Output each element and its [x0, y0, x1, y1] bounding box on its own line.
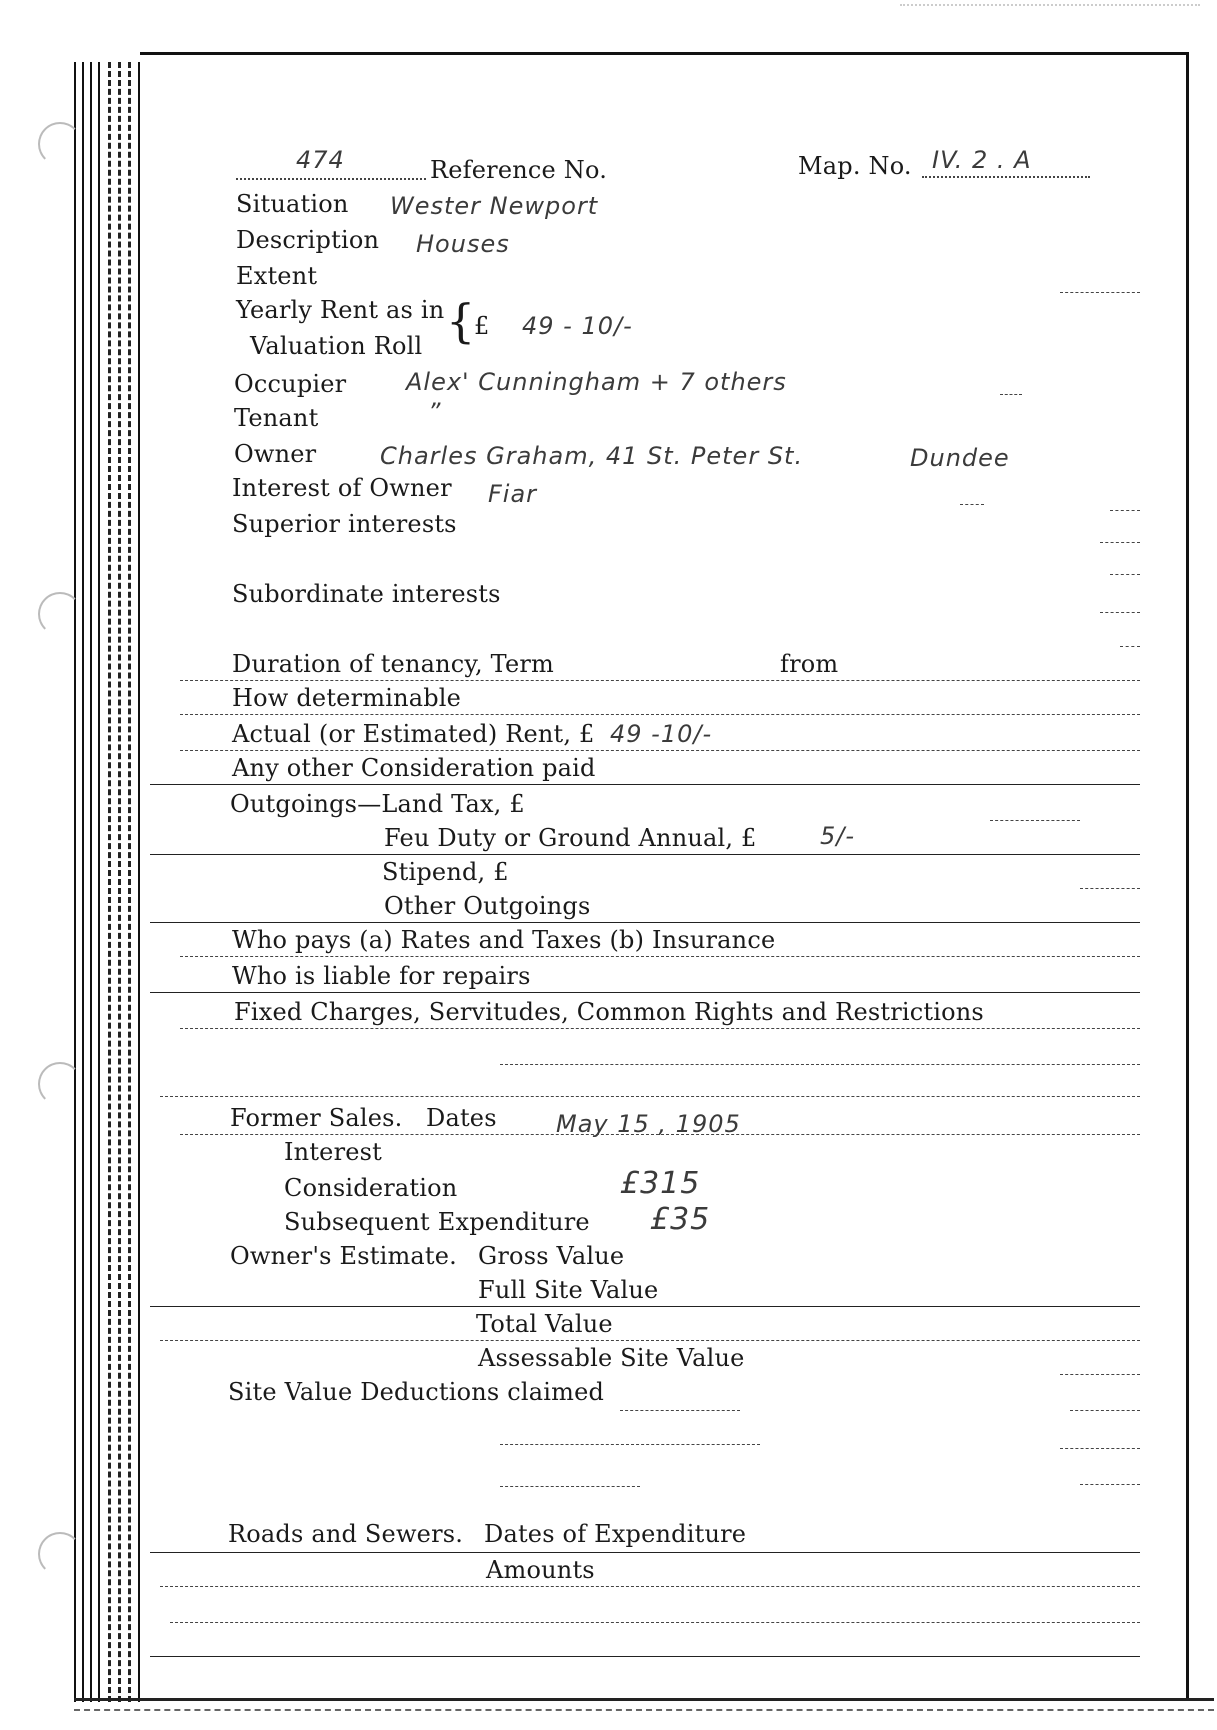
total-value-label: Total Value — [476, 1310, 613, 1338]
dash-mark — [620, 1410, 740, 1411]
who-pays-rule — [180, 956, 1140, 957]
dash-mark — [1070, 1410, 1140, 1411]
map-no-label: Map. No. — [798, 152, 912, 180]
occupier-value: Alex' Cunningham + 7 others — [406, 368, 787, 396]
superior-interests-label: Superior interests — [232, 510, 457, 538]
dash-mark — [170, 1622, 1140, 1623]
description-label: Description — [236, 226, 380, 254]
actual-rent-rule — [180, 750, 1140, 751]
tenant-value: ” — [428, 398, 442, 426]
dash-mark — [1060, 1374, 1140, 1375]
dash-mark — [160, 1096, 1140, 1097]
owner-label: Owner — [234, 440, 317, 468]
situation-value: Wester Newport — [390, 192, 599, 220]
brace-icon: { — [446, 294, 476, 348]
other-consideration-label: Any other Consideration paid — [232, 754, 596, 782]
map-no-rule — [922, 176, 1090, 178]
dash-mark — [500, 1444, 760, 1445]
reference-no-label: Reference No. — [430, 156, 608, 184]
dash-mark — [1110, 510, 1140, 511]
description-value: Houses — [416, 230, 510, 258]
dash-mark — [1080, 888, 1140, 889]
binding-edge — [74, 62, 146, 1702]
fixed-charges-rule — [180, 1028, 1140, 1029]
dash-mark — [1000, 394, 1022, 395]
dash-mark — [960, 504, 984, 505]
how-determinable-rule — [180, 714, 1140, 715]
reference-no-value: 474 — [296, 146, 345, 174]
owner-place-value: Dundee — [910, 444, 1010, 472]
former-sales-dates-label: Dates — [426, 1104, 497, 1132]
total-value-rule — [160, 1340, 1140, 1341]
tenant-label: Tenant — [234, 404, 319, 432]
dash-mark — [1120, 646, 1140, 647]
roads-amounts-label: Amounts — [486, 1556, 595, 1584]
other-outgoings-label: Other Outgoings — [384, 892, 591, 920]
land-tax-label: Outgoings—Land Tax, £ — [230, 790, 525, 818]
site-value-deductions-label: Site Value Deductions claimed — [228, 1378, 605, 1406]
gross-value-label: Gross Value — [478, 1242, 625, 1270]
reference-no-rule — [236, 178, 426, 180]
former-sales-interest-label: Interest — [284, 1138, 383, 1166]
former-sales-consideration-value: £315 — [620, 1166, 701, 1201]
how-determinable-label: How determinable — [232, 684, 462, 712]
duration-from-label: from — [780, 650, 839, 678]
occupier-label: Occupier — [234, 370, 347, 398]
dash-mark — [1060, 1448, 1140, 1449]
situation-label: Situation — [236, 190, 349, 218]
stipend-label: Stipend, £ — [382, 858, 509, 886]
roads-dates-label: Dates of Expenditure — [484, 1520, 747, 1548]
duration-label: Duration of tenancy, Term — [232, 650, 555, 678]
who-pays-label: Who pays (a) Rates and Taxes (b) Insurance — [232, 926, 776, 954]
assessable-site-value-label: Assessable Site Value — [478, 1344, 745, 1372]
bottom-rule — [150, 1656, 1140, 1657]
owners-estimate-label: Owner's Estimate. — [230, 1242, 457, 1270]
scan-speckle — [900, 4, 1200, 26]
duration-rule — [180, 680, 1140, 681]
punch-hole-icon — [38, 1062, 82, 1106]
dash-mark — [990, 820, 1080, 821]
who-liable-rule — [150, 992, 1140, 993]
other-consideration-rule — [150, 784, 1140, 785]
punch-hole-icon — [38, 122, 82, 166]
former-sales-rule — [180, 1134, 1140, 1135]
roads-dates-rule — [150, 1552, 1140, 1553]
feu-duty-label: Feu Duty or Ground Annual, £ — [384, 824, 757, 852]
yearly-rent-currency: £ — [474, 312, 490, 340]
full-site-value-label: Full Site Value — [478, 1276, 659, 1304]
actual-rent-label: Actual (or Estimated) Rent, £ — [232, 720, 595, 748]
yearly-rent-value: 49 - 10/- — [522, 312, 633, 340]
dash-mark — [1080, 1484, 1140, 1485]
punch-hole-icon — [38, 592, 82, 636]
former-sales-label: Former Sales. — [230, 1104, 403, 1132]
dash-mark — [500, 1486, 640, 1487]
interest-of-owner-value: Fiar — [488, 480, 538, 508]
subordinate-interests-label: Subordinate interests — [232, 580, 501, 608]
dash-mark — [1100, 612, 1140, 613]
actual-rent-value: 49 -10/- — [610, 720, 713, 748]
dash-mark — [1100, 542, 1140, 543]
dash-mark — [1110, 574, 1140, 575]
former-sales-dates-value: May 15 , 1905 — [556, 1110, 741, 1138]
feu-duty-value: 5/- — [820, 822, 856, 850]
bottom-page-edge — [74, 1698, 1214, 1711]
other-outgoings-rule — [150, 922, 1140, 923]
roads-amounts-rule — [160, 1586, 1140, 1587]
subsequent-expenditure-value: £35 — [650, 1202, 711, 1237]
feu-duty-rule — [150, 854, 1140, 855]
extent-rule — [1060, 292, 1140, 293]
punch-hole-icon — [38, 1532, 82, 1576]
interest-of-owner-label: Interest of Owner — [232, 474, 452, 502]
dash-mark — [500, 1064, 1140, 1065]
fixed-charges-label: Fixed Charges, Servitudes, Common Rights and Restrictions — [234, 998, 984, 1026]
full-site-value-rule — [150, 1306, 1140, 1307]
owner-value: Charles Graham, 41 St. Peter St. — [380, 442, 804, 470]
subsequent-expenditure-label: Subsequent Expenditure — [284, 1208, 590, 1236]
map-no-value: IV. 2 . A — [932, 146, 1032, 174]
yearly-rent-label-2: Valuation Roll — [250, 332, 423, 360]
extent-label: Extent — [236, 262, 318, 290]
former-sales-consideration-label: Consideration — [284, 1174, 458, 1202]
who-liable-label: Who is liable for repairs — [232, 962, 531, 990]
yearly-rent-label-1: Yearly Rent as in — [236, 296, 445, 324]
roads-sewers-label: Roads and Sewers. — [228, 1520, 464, 1548]
